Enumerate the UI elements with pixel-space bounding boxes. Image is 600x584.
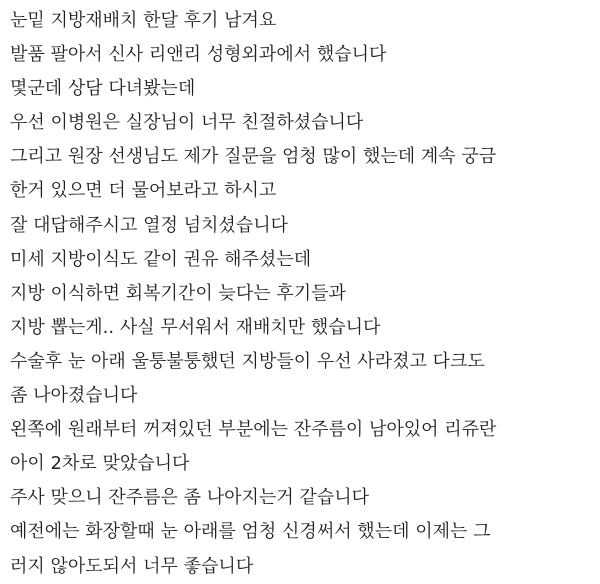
review-line: 몇군데 상담 다녀봤는데 (10, 78, 196, 100)
review-line: 우선 이병원은 실장님이 너무 친절하셨습니다 (10, 112, 364, 134)
review-post-text (10, 4, 594, 584)
review-line: 왼쪽에 원래부터 꺼져있던 부분에는 잔주름이 남아있어 리쥬란 (10, 419, 497, 441)
review-line: 눈밑 지방재배치 한달 후기 남겨요 (10, 10, 277, 31)
review-line: 한거 있으면 더 물어보라고 하시고 (10, 180, 277, 202)
review-line: 주사 맞으니 잔주름은 좀 나아지는거 같습니다 (10, 487, 369, 509)
review-line: 그리고 원장 선생님도 제가 질문을 엄청 많이 했는데 계속 궁금 (10, 146, 497, 168)
review-line: 미세 지방이식도 같이 권유 해주셨는데 (10, 248, 312, 270)
review-line: 지방 뽑는게.. 사실 무서워서 재배치만 했습니다 (10, 316, 381, 338)
review-line: 지방 이식하면 회복기간이 늦다는 후기들과 (10, 282, 346, 304)
review-line: 예전에는 화장할때 눈 아래를 엄청 신경써서 했는데 이제는 그 (10, 521, 491, 543)
review-line: 수술후 눈 아래 울퉁불퉁했던 지방들이 우선 사라졌고 다크도 (10, 350, 485, 372)
review-line: 발품 팔아서 신사 리앤리 성형외과에서 했습니다 (10, 44, 387, 66)
review-line: 아이 2차로 맞았습니다 (10, 453, 190, 475)
review-line: 좀 나아졌습니다 (10, 385, 138, 407)
review-line: 잘 대답해주시고 열정 넘치셨습니다 (10, 214, 288, 236)
review-line: 러지 않아도되서 너무 좋습니다 (10, 555, 254, 577)
